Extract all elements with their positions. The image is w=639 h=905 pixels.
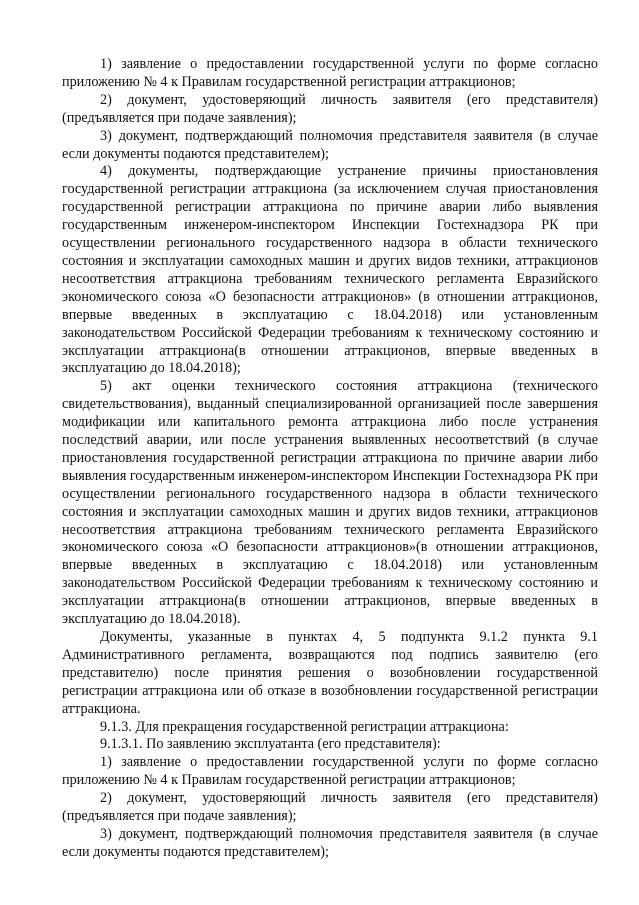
paragraph-item-5-technical-assessment-act: 5) акт оценки технического состояния аттракциона (технического свидетельствования), выданный специализированной организацией после завершения модификации или капитального ремонта аттракциона либо после устранения последствий аварии, или после устранения выявленных несоответствий (в случае приостановления государственной регистрации аттракциона по причине аварии либо выявления государственным инженером-инспектором Инспекции Гостехнадзора РК при осуществлении регионального государственного надзора в области технического состояния и эксплуатации самоходных машин и других видов техники, аттракционов несоответствия аттракциона требованиям технического регламента Евразийского экономического союза «О безопасности аттракционов»(в отношении аттракционов, впервые введенных в эксплуатацию с 18.04.2018) или установленным законодательством Российской Федерации требованиям к техническому состоянию и эксплуатации аттракциона(в отношении аттракционов, впервые введенных в эксплуатацию до 18.04.2018). xyxy=(62,378,598,628)
paragraph-item-1-application-repeat: 1) заявление о предоставлении государственной услуги по форме согласно приложению № 4 к Правилам государственной регистрации аттракционов; xyxy=(62,754,598,789)
paragraph-item-1-application: 1) заявление о предоставлении государственной услуги по форме согласно приложению № 4 к Правилам государственной регистрации аттракционов; xyxy=(62,56,598,90)
paragraph-item-2-identity-document-repeat: 2) документ, удостоверяющий личность заявителя (его представителя) (предъявляется при подаче заявления); xyxy=(62,790,598,825)
paragraph-item-3-authority-document: 3) документ, подтверждающий полномочия представителя заявителя (в случае если документы подаются представителем); xyxy=(62,127,598,162)
paragraph-item-4-elimination-documents: 4) документы, подтверждающие устранение причины приостановления государственной регистрации аттракциона (за исключением случая приостановления государственной регистрации аттракциона по причине аварии либо выявления государственным инженером-инспектором Инспекции Гостехнадзора РК при осуществлении регионального государственного надзора в области технического состояния и эксплуатации самоходных машин и других видов техники, аттракционов несоответствия аттракциона требованиям технического регламента Евразийского экономического союза «О безопасности аттракционов» (в отношении аттракционов, впервые введенных в эксплуатацию с 18.04.2018) или установленным законодательством Российской Федерации требованиям к техническому состоянию и эксплуатации аттракциона(в отношении аттракционов, впервые введенных в эксплуатацию до 18.04.2018); xyxy=(62,163,598,377)
paragraph-item-2-identity-document: 2) документ, удостоверяющий личность заявителя (его представителя) (предъявляется при подаче заявления); xyxy=(62,91,598,126)
paragraph-item-3-authority-document-repeat: 3) документ, подтверждающий полномочия представителя заявителя (в случае если документы подаются представителем); xyxy=(62,825,598,860)
paragraph-section-9-1-3-1: 9.1.3.1. По заявлению эксплуатанта (его представителя): xyxy=(100,736,441,753)
paragraph-documents-return: Документы, указанные в пунктах 4, 5 подпункта 9.1.2 пункта 9.1 Административного регламента, возвращаются под подпись заявителю (его представителю) после принятия решения о возобновлении государственной регистрации аттракциона или об отказе в возобновлении государственной регистрации аттракциона. xyxy=(62,629,598,717)
paragraph-section-9-1-3: 9.1.3. Для прекращения государственной регистрации аттракциона: xyxy=(100,718,509,735)
document-page xyxy=(62,56,598,862)
